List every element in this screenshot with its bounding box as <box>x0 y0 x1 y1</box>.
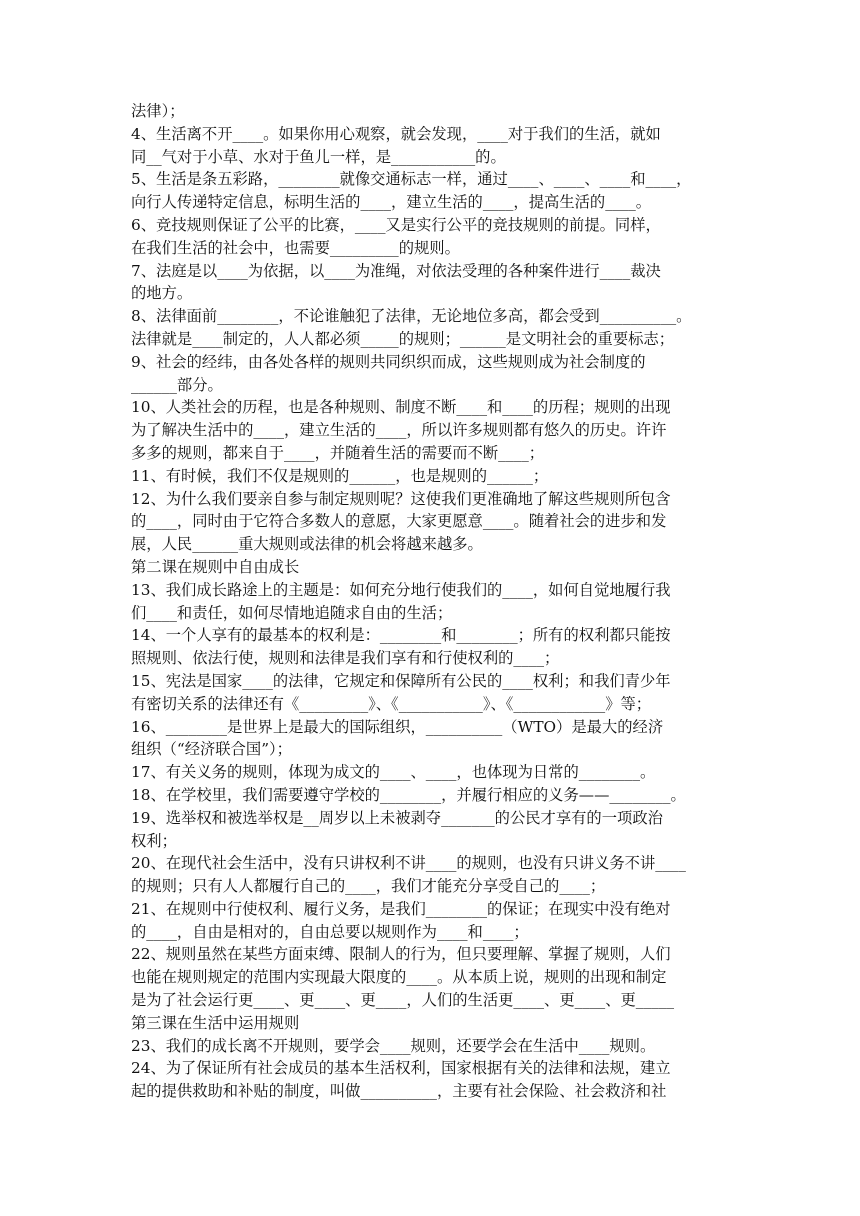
text-line: 21、在规则中行使权利、履行义务，是我们________的保证；在现实中没有绝对 <box>131 899 671 918</box>
text-line: 12、为什么我们要亲自参与制定规则呢？这使我们更准确地了解这些规则所包含 <box>131 489 671 508</box>
text-line: 9、社会的经纬，由各处各样的规则共同织织而成，这些规则成为社会制度的 <box>131 352 646 371</box>
text-line: 法律）； <box>131 102 185 120</box>
section-heading: 第三课在生活中运用规则 <box>131 1013 300 1032</box>
text-line: 是为了社会运行更____、更____、更____，人们的生活更____、更____、更_____ <box>131 991 675 1010</box>
text-line: 在我们生活的社会中，也需要_________的规则。 <box>131 238 460 257</box>
text-line: 19、选举权和被选举权是__周岁以上未被剥夺_______的公民才享有的一项政治 <box>131 808 663 827</box>
text-line: 组织（“经济联合国”）； <box>131 740 292 759</box>
text-line: 的____，同时由于它符合多数人的意愿，大家更愿意____。随着社会的进步和发 <box>131 512 667 531</box>
text-line: 13、我们成长路途上的主题是：如何充分地行使我们的____，如何自觉地履行我 <box>131 580 671 599</box>
text-line: 8、法律面前________，不论谁触犯了法律，无论地位多高，都会受到__________。 <box>131 307 692 326</box>
text-line: 24、为了保证所有社会成员的基本生活权利，国家根据有关的法律和法规，建立 <box>131 1059 671 1078</box>
text-line: 有密切关系的法律还有《_________》、《___________》、《____________》等； <box>131 694 652 713</box>
text-line: 多多的规则，都来自于____，并随着生活的需要而不断____； <box>131 443 545 462</box>
text-line: 6、竞技规则保证了公平的比赛，____又是实行公平的竞技规则的前提。同样， <box>131 215 661 234</box>
text-line: 10、人类社会的历程，也是各种规则、制度不断____和____的历程；规则的出现 <box>131 398 671 417</box>
text-line: 为了解决生活中的____，建立生活的____，所以许多规则都有悠久的历史。许许 <box>131 421 667 440</box>
text-line: 15、宪法是国家____的法律，它规定和保障所有公民的____权利；和我们青少年 <box>131 671 671 690</box>
text-line: 18、在学校里，我们需要遵守学校的________，并履行相应的义务——________。 <box>131 785 686 804</box>
text-line: 也能在规则规定的范围内实现最大限度的____。从本质上说，规则的出现和制定 <box>131 968 667 987</box>
text-line: 照规则、依法行使，规则和法律是我们享有和行使权利的____； <box>131 649 560 668</box>
text-line: 们____和责任，如何尽情地追随求自由的生活； <box>131 603 453 622</box>
text-line: 向行人传递特定信息，标明生活的____，建立生活的____，提高生活的____。 <box>131 193 652 212</box>
text-line: 5、生活是条五彩路，________就像交通标志一样，通过____、____、____和____， <box>131 170 692 189</box>
text-line: 7、法庭是以____为依据，以____为准绳，对依法受理的各种案件进行____裁决 <box>131 261 661 280</box>
text-line: 权利； <box>131 831 177 850</box>
text-line: 22、规则虽然在某些方面束缚、限制人的行为，但只要理解、掌握了规则，人们 <box>131 945 671 964</box>
text-line: 14、一个人享有的最基本的权利是：________和________；所有的权利都只能按 <box>131 626 671 645</box>
text-line: ______部分。 <box>131 375 223 394</box>
section-heading: 第二课在规则中自由成长 <box>131 557 300 576</box>
text-line: 的地方。 <box>131 284 193 303</box>
text-line: 法律就是____制定的，人人都必须_____的规则；______是文明社会的重要标志； <box>131 329 675 348</box>
document-page <box>131 100 731 1103</box>
text-line: 起的提供救助和补贴的制度，叫做__________，主要有社会保险、社会救济和社 <box>131 1082 667 1101</box>
text-line: 20、在现代社会生活中，没有只讲权利不讲____的规则，也没有只讲义务不讲____ <box>131 854 686 873</box>
text-line: 17、有关义务的规则，体现为成文的____、____，也体现为日常的________。 <box>131 763 656 782</box>
text-line: 展，人民______重大规则或法律的机会将越来越多。 <box>131 535 483 554</box>
text-line: 同__气对于小草、水对于鱼儿一样，是___________的。 <box>131 147 506 166</box>
text-line: 23、我们的成长离不开规则，要学会____规则，还要学会在生活中____规则。 <box>131 1036 656 1055</box>
text-line: 16、________是世界上是最大的国际组织，__________（WTO）是最大的经济 <box>131 717 664 736</box>
text-line: 的____，自由是相对的，自由总要以规则作为____和____； <box>131 922 529 941</box>
text-line: 4、生活离不开____。如果你用心观察，就会发现，____对于我们的生活，就如 <box>131 124 661 143</box>
text-line: 的规则；只有人人都履行自己的____，我们才能充分享受自己的____； <box>131 877 606 896</box>
text-line: 11、有时候，我们不仅是规则的______，也是规则的______； <box>131 466 549 485</box>
